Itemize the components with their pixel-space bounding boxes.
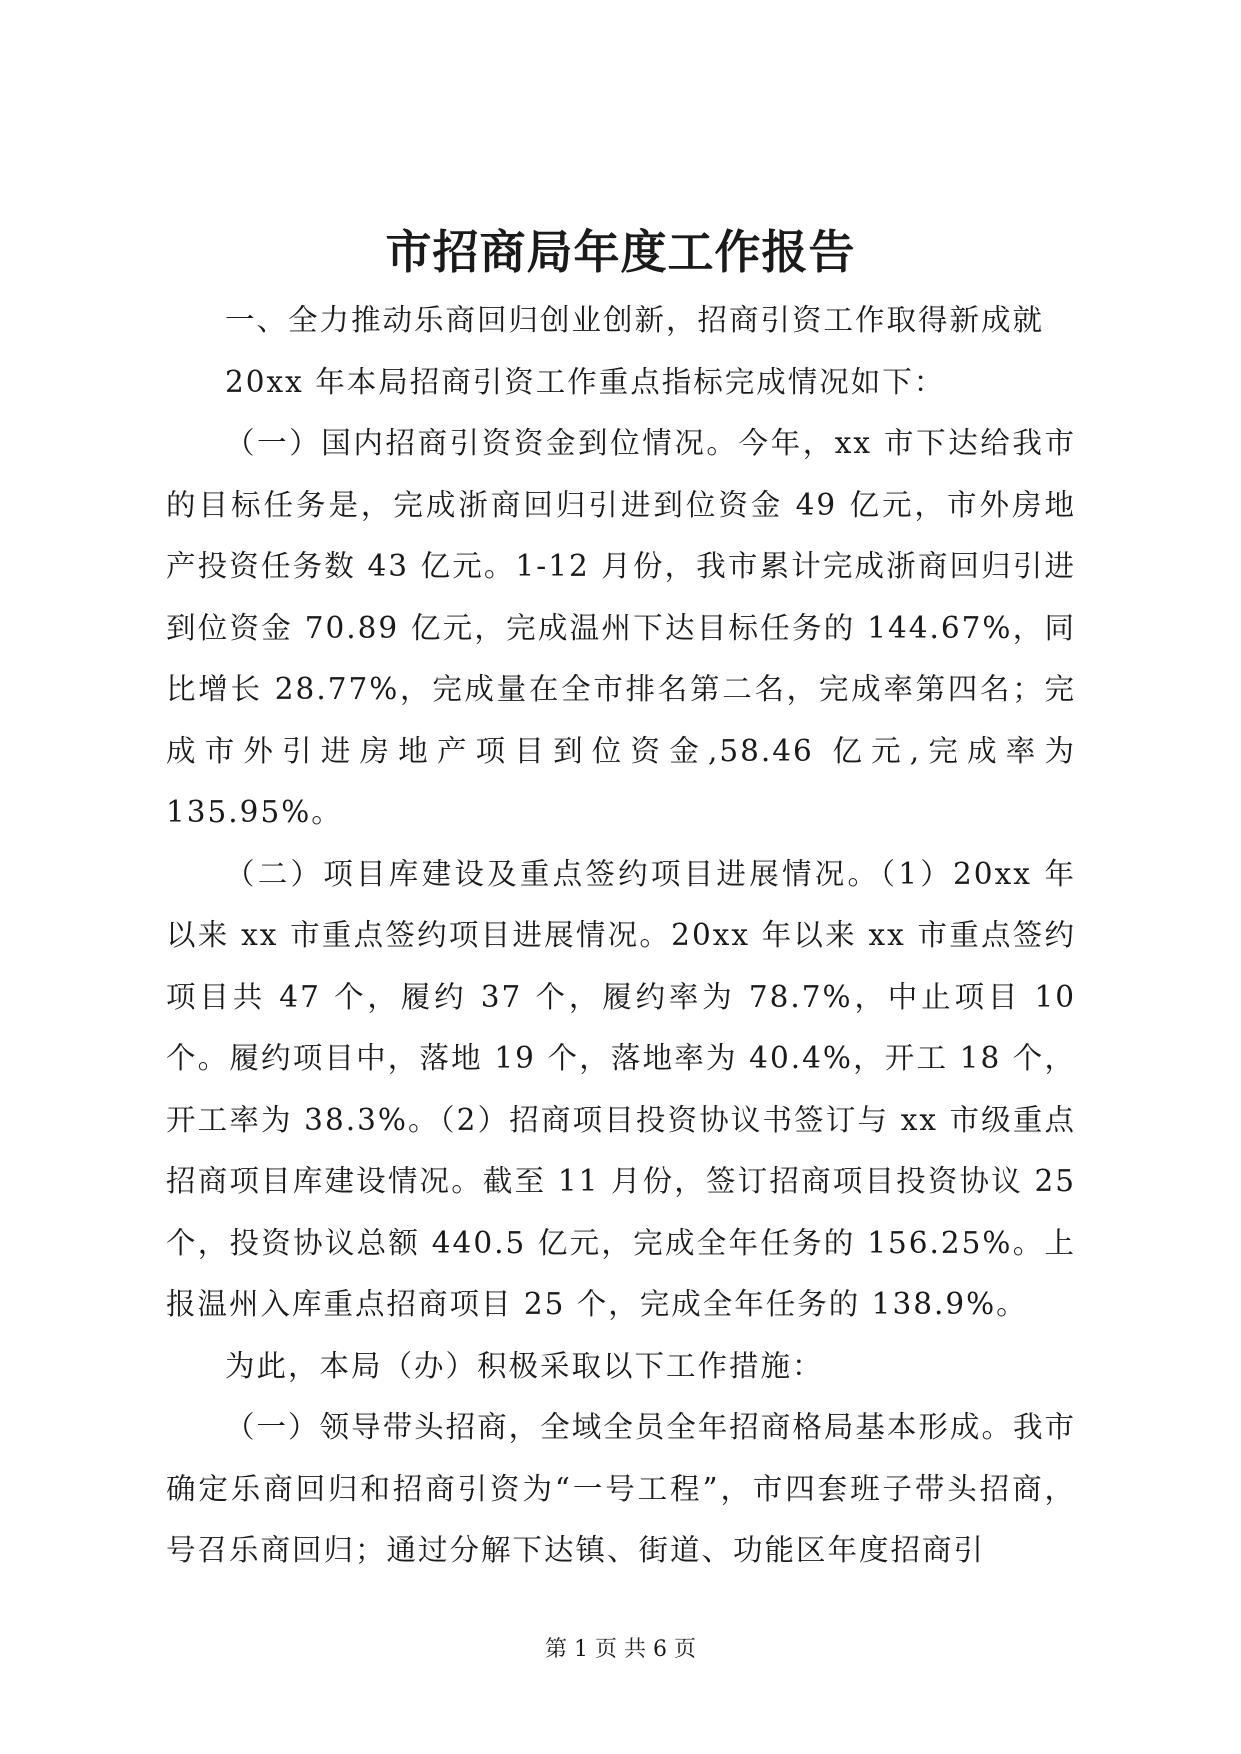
paragraph-domestic-investment: （一）国内招商引资资金到位情况。今年，xx 市下达给我市的目标任务是，完成浙商回归引进到位资金 49 亿元，市外房地产投资任务数 43 亿元。1-12 月份，我市累计完成浙商回归引进到位资金 70.89 亿元，完成温州下达目标任务的 144.67%，同比增长 28.77%，完成量在全市排名第二名，完成率第四名；完成市外引进房地产项目到位资金,58.46 亿元,完成率为 135.95%。 xyxy=(166,426,1076,829)
paragraph-heading-section-1: 一、全力推动乐商回归创业创新，招商引资工作取得新成就 xyxy=(225,303,1045,337)
document-body xyxy=(166,290,1076,1582)
paragraph-leadership-investment: （一）领导带头招商，全域全员全年招商格局基本形成。我市确定乐商回归和招商引资为“一号工程”，市四套班子带头招商，号召乐商回归；通过分解下达镇、街道、功能区年度招商引 xyxy=(166,1410,1076,1567)
page-number-footer: 第 1 页 共 6 页 xyxy=(545,1637,696,1662)
paragraph-project-library: （二）项目库建设及重点签约项目进展情况。（1）20xx 年以来 xx 市重点签约项目进展情况。20xx 年以来 xx 市重点签约项目共 47 个，履约 37 个，履约率为 78.7%，中止项目 10 个。履约项目中，落地 19 个，落地率为 40.4%，开工 18 个，开工率为 38.3%。（2）招商项目投资协议书签订与 xx 市级重点招商项目库建设情况。截至 11 月份，签订招商项目投资协议 25 个，投资协议总额 440.5 亿元，完成全年任务的 156.25%。上报温州入库重点招商项目 25 个，完成全年任务的 138.9%。 xyxy=(166,856,1076,1321)
paragraph-intro: 20xx 年本局招商引资工作重点指标完成情况如下： xyxy=(225,364,946,399)
document-title: 市招商局年度工作报告 xyxy=(385,225,856,279)
paragraph-measures-intro: 为此，本局（办）积极采取以下工作措施： xyxy=(225,1348,824,1383)
